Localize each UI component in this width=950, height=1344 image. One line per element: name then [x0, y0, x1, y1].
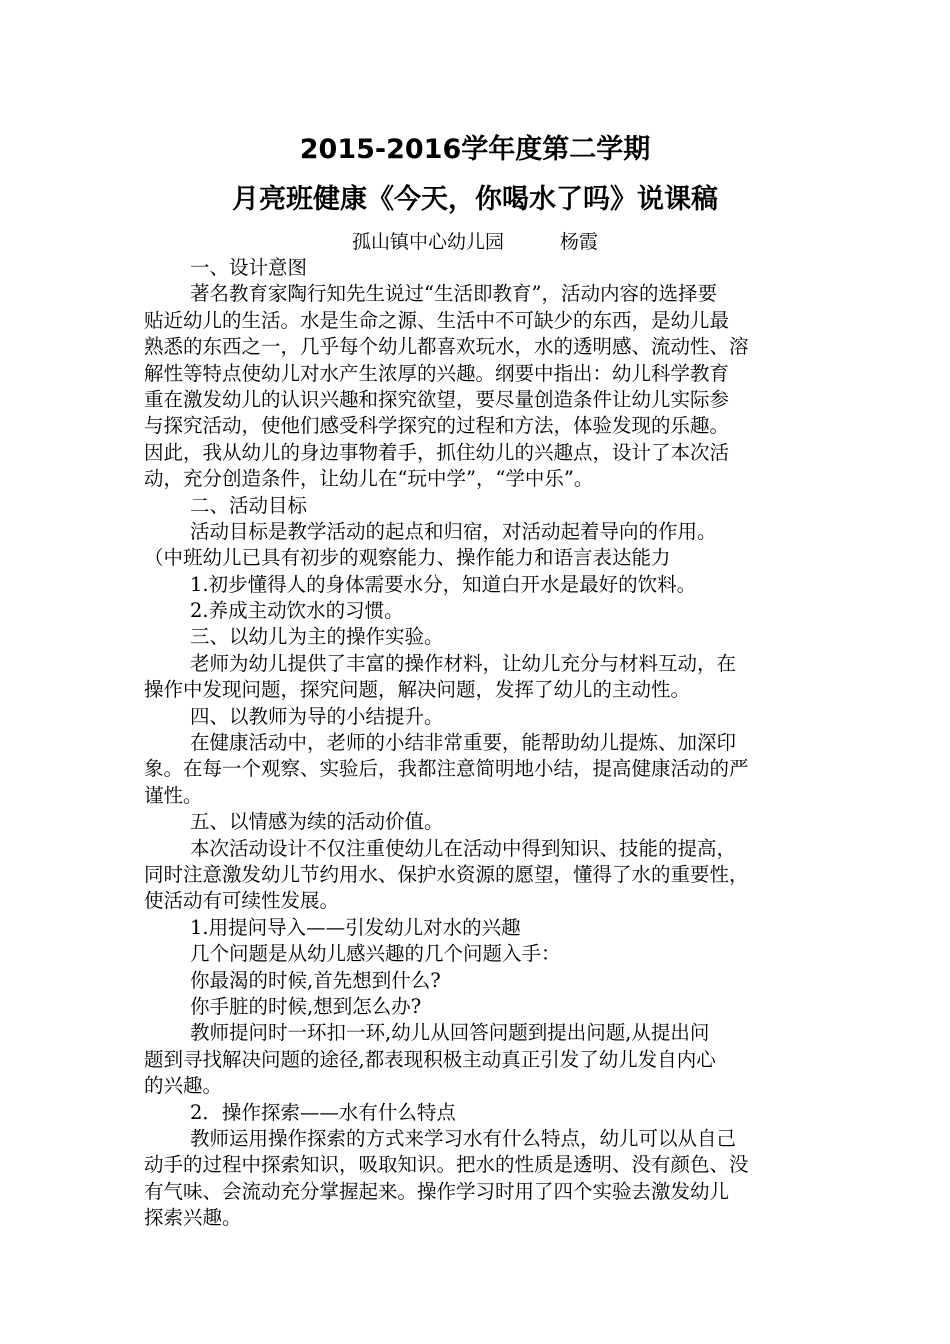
text-line: 动，充分创造条件，让幼儿在“玩中学”，“学中乐”。: [144, 467, 594, 491]
text-line: 1.用提问导入——引发幼儿对水的兴趣: [190, 915, 521, 939]
text-line: 你手脏的时候,想到怎么办?: [190, 994, 422, 1018]
text-line: 熟悉的东西之一，几乎每个幼儿都喜欢玩水，水的透明感、流动性、溶: [144, 335, 749, 359]
text-line: 与探究活动，使他们感受科学探究的过程和方法，体验发现的乐趣。: [144, 414, 730, 438]
text-line: 因此，我从幼儿的身边事物着手，抓住幼儿的兴趣点，设计了本次活: [144, 440, 730, 464]
text-line: 本次活动设计不仅注重使幼儿在活动中得到知识、技能的提高，: [190, 836, 737, 860]
text-line: 在健康活动中，老师的小结非常重要，能帮助幼儿提炼、加深印: [190, 731, 737, 755]
text-line: 三、以幼儿为主的操作实验。: [190, 625, 444, 649]
text-line: 活动目标是教学活动的起点和归宿，对活动起着导向的作用。: [190, 519, 717, 543]
text-line: 动手的过程中探索知识，吸取知识。把水的性质是透明、没有颜色、没: [144, 1153, 749, 1177]
text-line: 一、设计意图: [190, 256, 308, 279]
text-line: 2．操作探索——水有什么特点: [190, 1100, 456, 1124]
author-name: 杨霞: [560, 231, 599, 253]
text-line: 的兴趣。: [144, 1074, 223, 1098]
document-title-main: 月亮班健康《今天，你喝水了吗》说课稿: [232, 184, 718, 215]
text-line: 2.养成主动饮水的习惯。: [190, 599, 404, 623]
text-line: 教师提问时一环扣一环,幼儿从回答问题到提出问题,从提出问: [190, 1021, 710, 1045]
text-line: 有气味、会流动充分掌握起来。操作学习时用了四个实验去激发幼儿: [144, 1179, 730, 1203]
text-line: 1.初步懂得人的身体需要水分，知道白开水是最好的饮料。: [190, 572, 697, 596]
text-line: 你最渴的时候,首先想到什么?: [190, 968, 441, 992]
text-line: 题到寻找解决问题的途径,都表现积极主动真正引发了幼儿发自内心: [144, 1047, 716, 1071]
text-line: （中班幼儿已具有初步的观察能力、操作能力和语言表达能力: [144, 546, 671, 570]
text-line: 象。在每一个观察、实验后，我都注意简明地小结，提高健康活动的严: [144, 757, 749, 781]
school-name: 孤山镇中心幼儿园: [351, 231, 504, 253]
text-line: 著名教育家陶行知先生说过“生活即教育”，活动内容的选择要: [190, 282, 717, 306]
text-line: 解性等特点使幼儿对水产生浓厚的兴趣。纲要中指出：幼儿科学教育: [144, 361, 730, 385]
text-line: 探索兴趣。: [144, 1206, 242, 1230]
text-line: 同时注意激发幼儿节约用水、保护水资源的愿望，懂得了水的重要性，: [144, 862, 749, 886]
text-line: 几个问题是从幼儿感兴趣的几个问题入手：: [190, 942, 561, 966]
byline: [0, 229, 950, 255]
text-line: 谨性。: [144, 783, 203, 807]
text-line: 教师运用操作探索的方式来学习水有什么特点，幼儿可以从自己: [190, 1126, 737, 1150]
text-line: 五、以情感为续的活动价值。: [190, 810, 444, 834]
text-line: 老师为幼儿提供了丰富的操作材料，让幼儿充分与材料互动，在: [190, 651, 737, 675]
text-line: 操作中发现问题，探究问题，解决问题，发挥了幼儿的主动性。: [144, 678, 691, 702]
document-title-term: 2015-2016学年度第二学期: [299, 134, 651, 165]
text-line: 二、活动目标: [190, 493, 308, 517]
body-text: [144, 255, 812, 1231]
text-line: 使活动有可续性发展。: [144, 889, 340, 913]
text-line: 贴近幼儿的生活。水是生命之源、生活中不可缺少的东西，是幼儿最: [144, 308, 730, 332]
text-line: 重在激发幼儿的认识兴趣和探究欲望，要尽量创造条件让幼儿实际参: [144, 387, 730, 411]
text-line: 四、以教师为导的小结提升。: [190, 704, 444, 728]
